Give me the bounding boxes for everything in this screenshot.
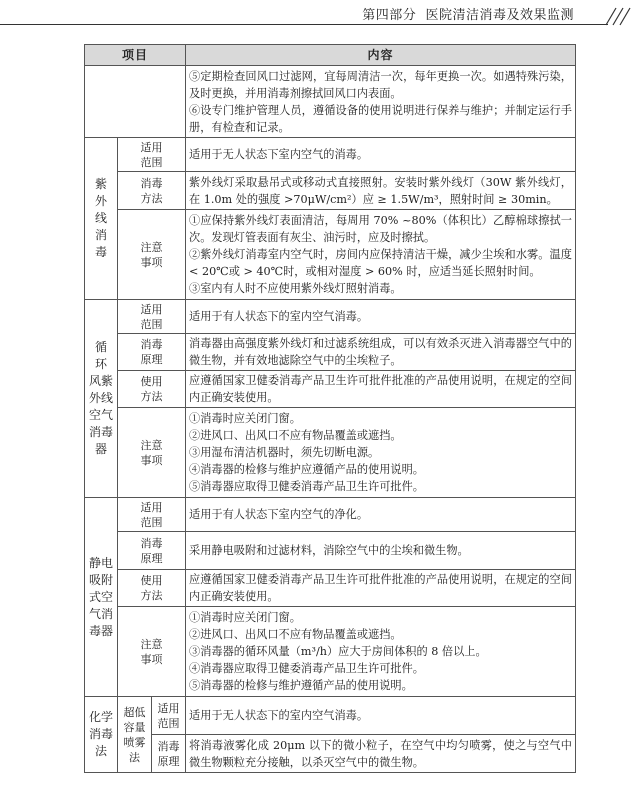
label-text: 原理 [140, 551, 163, 565]
table-row [85, 300, 576, 334]
table-row [85, 735, 576, 773]
category-chemical [85, 697, 118, 773]
label-usage [118, 371, 186, 408]
content-line: ⑥设专门维护管理人员，遵循设备的使用说明进行保养与维护；并制定运行手册，有检查和记录。 [189, 103, 572, 134]
category-char: 风紫 [88, 374, 113, 388]
content-cell: 消毒器由高强度紫外线灯和过滤系统组成，可以有效杀灭进入消毒器空气中的微生物，并有效地滤除空气中的尘埃粒子。 [186, 334, 576, 371]
content-line: ④消毒器应取得卫健委消毒产品卫生许可批件。 [189, 662, 424, 675]
table-row [85, 371, 576, 408]
label-text: 法 [129, 750, 140, 764]
category-char: 器 [94, 442, 107, 456]
table-row [85, 210, 576, 300]
category-char: 线 [94, 211, 107, 225]
label-text: 消毒 [140, 536, 163, 550]
content-line: ②进风口、出风口不应有物品覆盖或遮挡。 [189, 628, 402, 641]
label-text: 注意 [140, 637, 163, 651]
category-char: 毒 [94, 245, 107, 259]
category-char: 化学 [88, 710, 113, 724]
content-cell: 适用于有人状态下室内空气的净化。 [186, 498, 576, 532]
content-line: ②紫外线灯消毒室内空气时，房间内应保持清洁干燥，减少尘埃和水雾。温度 < 20℃或 > 40℃时，或相对湿度 > 60% 时，应适当延长照射时间。 [189, 248, 572, 278]
label-notes [118, 607, 186, 697]
table-row [85, 138, 576, 172]
content-cell [186, 210, 576, 300]
category-char: 吸附 [88, 572, 113, 587]
part-label: 第四部分 [362, 8, 417, 23]
content-line: ⑤消毒器的检修与维护遵循产品的使用说明。 [189, 679, 413, 692]
table-row [85, 172, 576, 210]
category-char: 空气 [88, 408, 113, 422]
label-text: 使用 [140, 375, 163, 388]
content-cell [186, 66, 576, 138]
slash-decoration-icon [600, 6, 634, 26]
table-row [85, 607, 576, 697]
content-line: ①消毒时应关闭门窗。 [189, 412, 301, 425]
category-electrostatic [85, 498, 118, 697]
label-text: 适用 [140, 500, 163, 514]
label-text: 范围 [140, 515, 163, 529]
label-text: 范围 [157, 716, 180, 730]
content-line: ⑤定期检查回风口过滤网，宜每周清洁一次，每年更换一次。如遇特殊污染，及时更换，并用消毒剂擦拭回风口内表面。 [189, 69, 572, 100]
category-char: 消毒 [88, 727, 113, 741]
content-line: ①消毒时应关闭门窗。 [189, 611, 301, 624]
label-text: 喷雾 [123, 735, 146, 749]
label-text: 范围 [140, 317, 163, 331]
content-cell: 应遵循国家卫健委消毒产品卫生许可批件批准的产品使用说明，在规定的空间内正确安装使用。 [186, 570, 576, 607]
content-line: ⑤消毒器应取得卫健委消毒产品卫生许可批件。 [189, 480, 424, 493]
content-line: ③室内有人时不应使用紫外线灯照射消毒。 [189, 282, 402, 295]
table-row [85, 498, 576, 532]
running-title [362, 4, 574, 23]
category-char: 环 [94, 357, 107, 371]
label-text: 消毒 [157, 739, 180, 753]
label-principle [118, 334, 186, 371]
category-char: 法 [94, 744, 107, 758]
label-text: 事项 [140, 453, 163, 467]
content-line: ②进风口、出风口不应有物品覆盖或遮挡。 [189, 429, 402, 442]
label-text: 使用 [140, 574, 163, 587]
label-text: 适用 [140, 302, 163, 316]
section-title: 医院清洁消毒及效果监测 [425, 8, 574, 23]
category-char: 毒器 [88, 623, 113, 638]
category-circulating-uv [85, 300, 118, 498]
label-text: 消毒 [140, 176, 163, 190]
content-cell: 适用于无人状态下的室内空气消毒。 [186, 697, 576, 735]
content-cell: 紫外线灯采取悬吊式或移动式直接照射。安装时紫外线灯（30W 紫外线灯，在 1.0m 处的强度 >70μW/cm²）应 ≥ 1.5W/m³，照射时间 ≥ 30min。 [186, 172, 576, 210]
label-text: 事项 [140, 652, 163, 666]
label-scope [118, 300, 186, 334]
col-item-header: 项目 [85, 45, 186, 66]
label-text: 容量 [123, 720, 146, 734]
label-text: 范围 [140, 155, 163, 169]
table-row [85, 570, 576, 607]
content-line: ③用湿布清洁机器时，须先切断电源。 [189, 446, 380, 459]
content-line: ①应保持紫外线灯表面清洁，每周用 70% ~80%（体积比）乙醇棉球擦拭一次。发现灯管表面有灰尘、油污时，应及时擦拭。 [189, 214, 572, 244]
label-scope [152, 697, 186, 735]
label-text: 超低 [123, 705, 146, 719]
label-text: 注意 [140, 438, 163, 452]
category-uv [85, 138, 118, 300]
table-row [85, 66, 576, 138]
content-cell: 应遵循国家卫健委消毒产品卫生许可批件批准的产品使用说明，在规定的空间内正确安装使用。 [186, 371, 576, 408]
content-line: ③消毒器的循环风量（m³/h）应大于房间体积的 8 倍以上。 [189, 645, 487, 658]
category-char: 外 [94, 194, 107, 208]
label-text: 原理 [157, 754, 180, 768]
table-row [85, 532, 576, 570]
header-rule [0, 24, 608, 25]
label-method [118, 172, 186, 210]
label-text: 适用 [157, 701, 180, 715]
content-cell [186, 607, 576, 697]
category-char: 循 [94, 340, 107, 354]
page-header [0, 0, 644, 26]
category-char: 紫 [94, 177, 107, 191]
content-line: ④消毒器的检修与维护应遵循产品的使用说明。 [189, 463, 424, 476]
category-char: 式空 [88, 589, 113, 604]
label-text: 原理 [140, 353, 163, 366]
category-char: 气消 [88, 606, 113, 621]
label-notes [118, 210, 186, 300]
content-cell: 采用静电吸附和过滤材料，消除空气中的尘埃和微生物。 [186, 532, 576, 570]
content-cell [186, 408, 576, 498]
label-text: 事项 [140, 255, 163, 269]
table-row [85, 697, 576, 735]
label-text: 注意 [140, 240, 163, 254]
label-text: 适用 [140, 140, 163, 154]
category-char: 静电 [88, 555, 113, 570]
subcategory-ultra-low-spray [118, 697, 152, 773]
label-text: 方法 [140, 589, 163, 602]
table-header-row [85, 45, 576, 66]
label-scope [118, 498, 186, 532]
label-text: 方法 [140, 390, 163, 403]
label-text: 消毒 [140, 338, 163, 351]
category-char: 消毒 [88, 425, 113, 439]
category-char: 消 [94, 228, 107, 242]
label-notes [118, 408, 186, 498]
label-scope [118, 138, 186, 172]
table-row [85, 408, 576, 498]
label-text: 方法 [140, 191, 163, 205]
category-char: 外线 [88, 391, 113, 405]
content-cell: 适用于有人状态下的室内空气消毒。 [186, 300, 576, 334]
label-usage [118, 570, 186, 607]
label-principle [152, 735, 186, 773]
col-content-header: 内容 [186, 45, 576, 66]
label-principle [118, 532, 186, 570]
empty-item-cell [85, 66, 186, 138]
content-cell: 将消毒液雾化成 20μm 以下的微小粒子，在空气中均匀喷雾，使之与空气中微生物颗粒充分接触，以杀灭空气中的微生物。 [186, 735, 576, 773]
disinfection-table [84, 44, 576, 773]
content-cell: 适用于无人状态下室内空气的消毒。 [186, 138, 576, 172]
table-row [85, 334, 576, 371]
